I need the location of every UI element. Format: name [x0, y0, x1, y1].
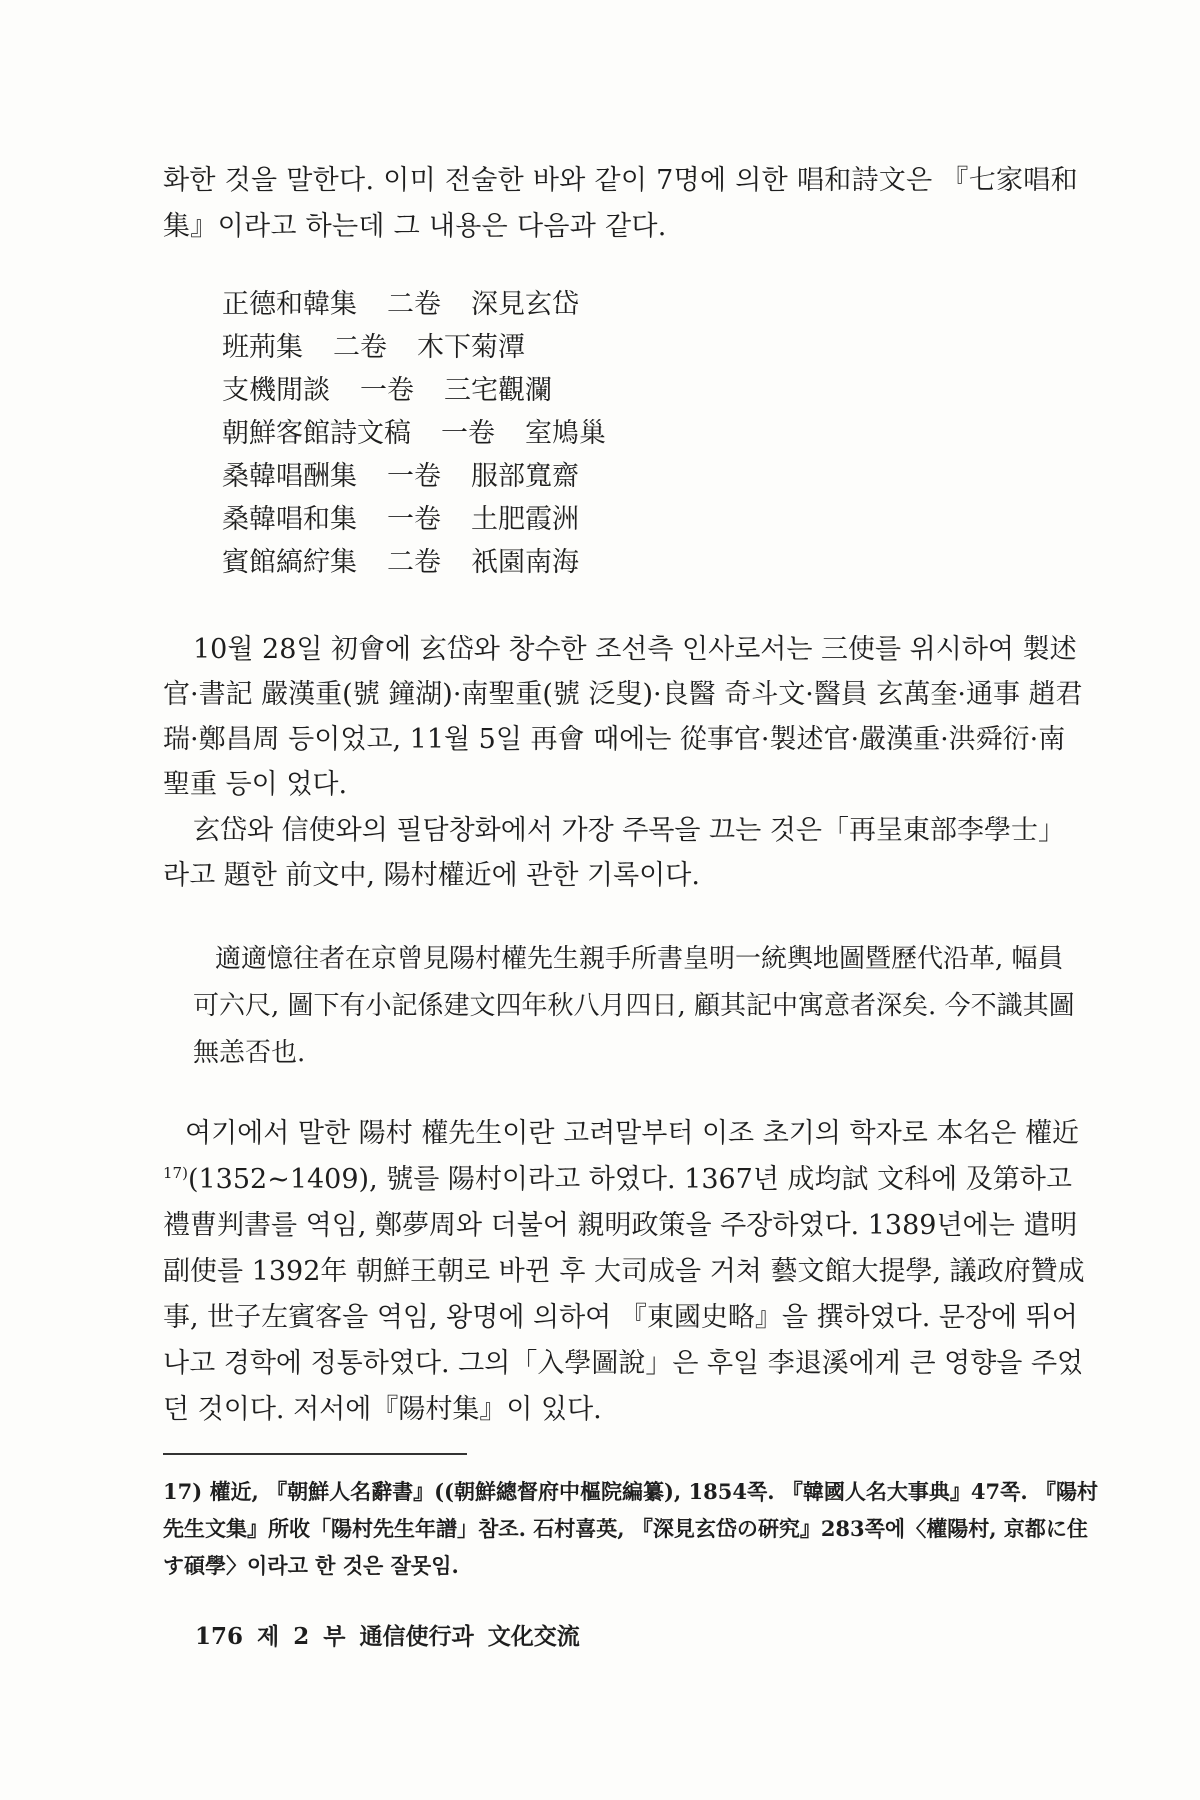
book-list-item — [222, 412, 606, 455]
book-list — [222, 283, 606, 584]
paragraph-text-after-note: (1352~1409), 號를 陽村이라고 하였다. 1367년 成均試 文科에 及第하고 禮曹判書를 역임, 鄭夢周와 더불어 親明政策을 주장하였다. 1389년에는 遣明副使를 1392年 朝鮮王朝로 바뀐 후 大司成을 거쳐 藝文館大提學, 議政府贊成事, 世子左賓客을 역임, 왕명에 의하여 『東國史略』을 撰하였다. 문장에 뛰어나고 경학에 정통하였다. 그의「入學圖說」은 후일 李退溪에게 큰 영향을 주었던 것이다. 저서에『陽村集』이 있다. — [163, 1164, 1085, 1425]
book-volumes: 二卷 — [333, 332, 387, 363]
book-author: 木下菊潭 — [417, 332, 525, 363]
book-title: 班荊集 — [222, 332, 303, 363]
book-title: 桑韓唱和集 — [222, 504, 357, 535]
body-paragraph-participants: 10월 28일 初會에 玄岱와 창수한 조선측 인사로서는 三使를 위시하여 製述官·書記 嚴漢重(號 鐘湖)·南聖重(號 泛叟)·良醫 奇斗文·醫員 玄萬奎·通事 趙君瑞·鄭昌周 등이었고, 11월 5일 再會 때에는 從事官·製述官·嚴漢重·洪舜衍·南聖重 등이 었다. — [163, 634, 1083, 800]
book-author: 三宅觀瀾 — [444, 375, 552, 406]
book-volumes: 一卷 — [441, 418, 495, 449]
book-list-item — [222, 498, 606, 541]
book-title: 支機閒談 — [222, 375, 330, 406]
book-volumes: 一卷 — [360, 375, 414, 406]
book-title: 賓館縞紵集 — [222, 547, 357, 578]
footnote-reference[interactable]: 17) — [163, 1164, 188, 1182]
book-author: 祇園南海 — [471, 547, 579, 578]
paragraph-text-before-note: 여기에서 말한 陽村 權先生이란 고려말부터 이조 초기의 학자로 本名은 權近 — [185, 1118, 1080, 1149]
footnote-17: 17) 權近, 『朝鮮人名辭書』((朝鮮總督府中樞院編纂), 1854쪽. 『韓國人名大事典』47쪽. 『陽村先生文集』所收「陽村先生年譜」참조. 石村喜英, 『深見玄岱の硏究』283쪽에〈權陽村, 京都に住す碩學〉이라고 한 것은 잘못임. — [163, 1479, 1099, 1578]
intro-paragraph: 화한 것을 말한다. 이미 전술한 바와 같이 7명에 의한 唱和詩文은 『七家唱和集』이라고 하는데 그 내용은 다음과 같다. — [163, 165, 1078, 242]
page-number: 176 — [195, 1623, 244, 1650]
book-title: 正德和韓集 — [222, 289, 357, 320]
book-volumes: 二卷 — [387, 289, 441, 320]
book-volumes: 一卷 — [387, 504, 441, 535]
book-author: 深見玄岱 — [471, 289, 579, 320]
book-author: 室鳩巢 — [525, 418, 606, 449]
book-author: 土肥霞洲 — [471, 504, 579, 535]
book-title: 桑韓唱酬集 — [222, 461, 357, 492]
book-list-item — [222, 326, 606, 369]
book-list-item — [222, 369, 606, 412]
body-paragraph-record: 玄岱와 信使와의 필담창화에서 가장 주목을 끄는 것은「再呈東部李學士」라고 題한 前文中, 陽村權近에 관한 기록이다. — [163, 815, 1065, 891]
footnote-divider — [163, 1453, 467, 1455]
book-list-item — [222, 541, 606, 584]
book-list-item — [222, 455, 606, 498]
section-title: 通信使行과 文化交流 — [359, 1623, 580, 1650]
page-footer — [195, 1618, 580, 1651]
body-paragraph-yangchon — [163, 1111, 1088, 1433]
book-list-item — [222, 283, 606, 326]
block-quotation: 適適憶往者在京曾見陽村權先生親手所書皇明一統輿地圖暨歷代沿革, 幅員可六尺, 圖下有小記係建文四年秋八月四日, 顧其記中寓意者深矣. 今不識其圖無恙否也. — [193, 944, 1075, 1068]
book-volumes: 二卷 — [387, 547, 441, 578]
book-title: 朝鮮客館詩文稿 — [222, 418, 411, 449]
book-volumes: 一卷 — [387, 461, 441, 492]
book-author: 服部寬齋 — [471, 461, 579, 492]
part-label: 제 2 부 — [257, 1623, 346, 1650]
